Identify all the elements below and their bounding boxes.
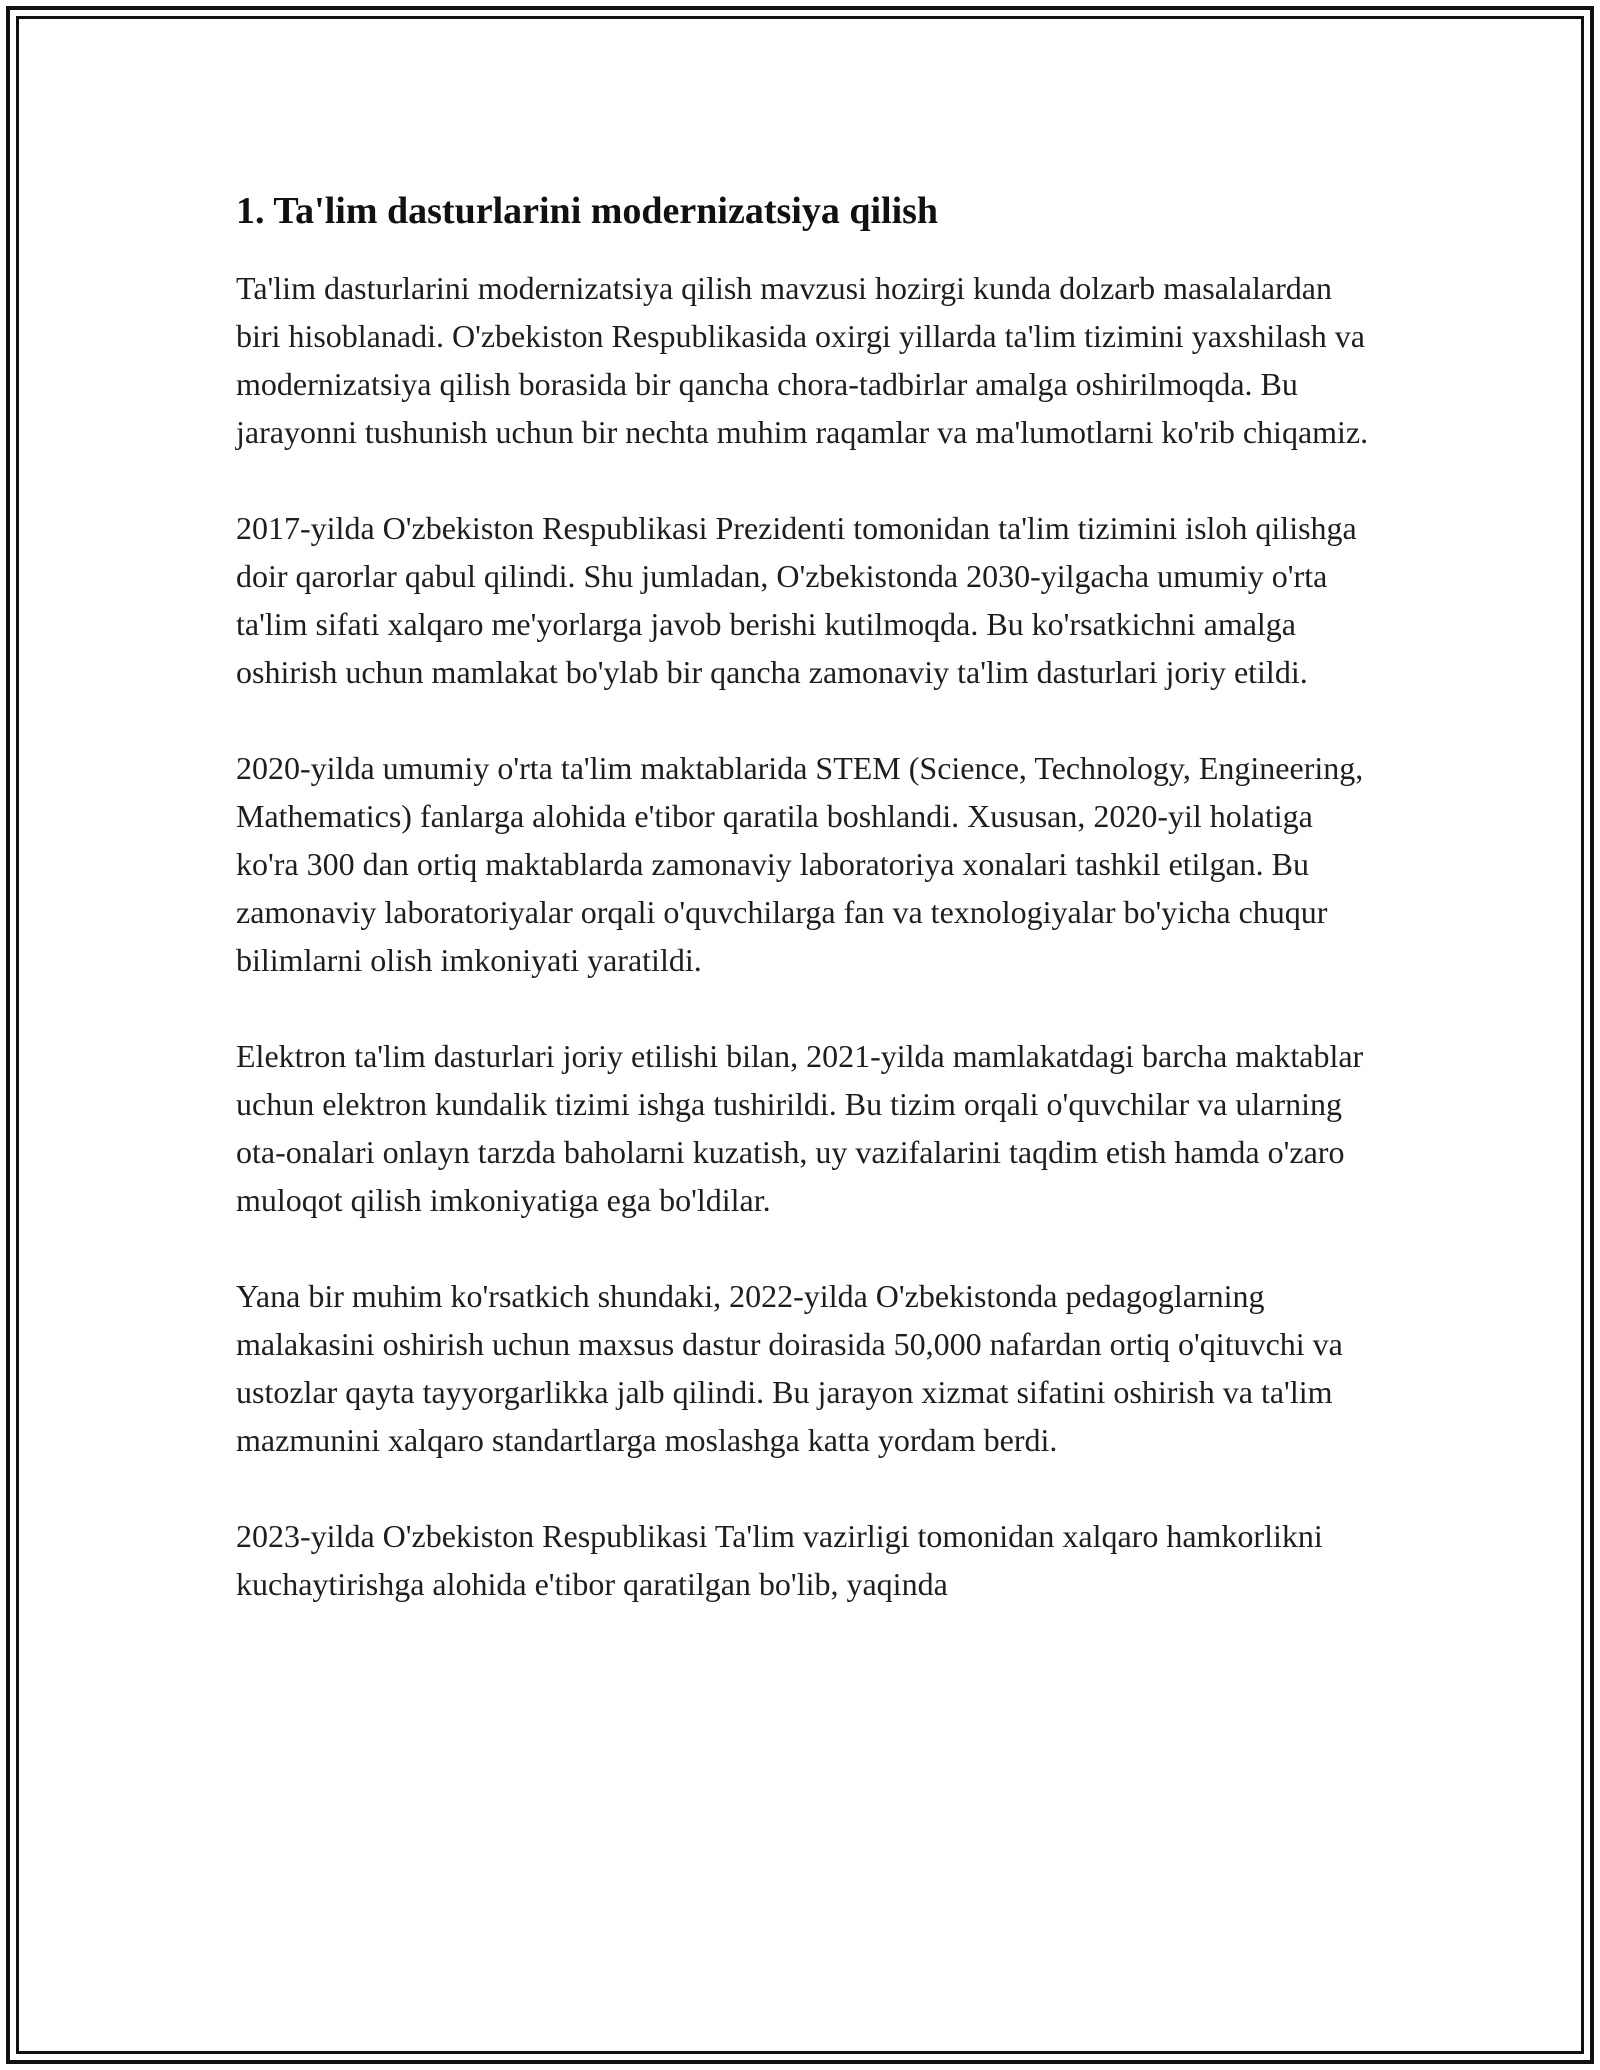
document-body — [236, 186, 1376, 1656]
paragraph-2017: 2017-yilda O'zbekiston Respublikasi Prezidenti tomonidan ta'lim tizimini isloh qilishga doir qarorlar qabul qilindi. Shu jumladan, O'zbekistonda 2030-yilgacha umumiy o'rta ta'lim sifati xalqaro me'yorlarga javob berishi kutilmoqda. Bu ko'rsatkichni amalga oshirish uchun mamlakat bo'ylab bir qancha zamonaviy ta'lim dasturlari joriy etildi. — [236, 510, 1357, 690]
paragraph-intro: Ta'lim dasturlarini modernizatsiya qilish mavzusi hozirgi kunda dolzarb masalalardan biri hisoblanadi. O'zbekiston Respublikasida oxirgi yillarda ta'lim tizimini yaxshilash va modernizatsiya qilish borasida bir qancha chora-tadbirlar amalga oshirilmoqda. Bu jarayonni tushunish uchun bir nechta muhim raqamlar va ma'lumotlarni ko'rib chiqamiz. — [236, 270, 1369, 450]
section-heading: 1. Ta'lim dasturlarini modernizatsiya qilish — [236, 190, 939, 232]
paragraph-2021: Elektron ta'lim dasturlari joriy etilishi bilan, 2021-yilda mamlakatdagi barcha maktablar uchun elektron kundalik tizimi ishga tushirildi. Bu tizim orqali o'quvchilar va ularning ota-onalari onlayn tarzda baholarni kuzatish, uy vazifalarini taqdim etish hamda o'zaro muloqot qilish imkoniyatiga ega bo'ldilar. — [236, 1038, 1364, 1218]
paragraph-2022: Yana bir muhim ko'rsatkich shundaki, 2022-yilda O'zbekistonda pedagoglarning malakasini oshirish uchun maxsus dastur doirasida 50,000 nafardan ortiq o'qituvchi va ustozlar qayta tayyorgarlikka jalb qilindi. Bu jarayon xizmat sifatini oshirish va ta'lim mazmunini xalqaro standartlarga moslashga katta yordam berdi. — [236, 1278, 1343, 1458]
paragraph-2023: 2023-yilda O'zbekiston Respublikasi Ta'lim vazirligi tomonidan xalqaro hamkorlikni kuchaytirishga alohida e'tibor qaratilgan bo'lib, yaqinda — [236, 1518, 1323, 1602]
paragraph-2020: 2020-yilda umumiy o'rta ta'lim maktablarida STEM (Science, Technology, Engineering, Mathematics) fanlarga alohida e'tibor qaratila boshlandi. Xususan, 2020-yil holatiga ko'ra 300 dan ortiq maktablarda zamonaviy laboratoriya xonalari tashkil etilgan. Bu zamonaviy laboratoriyalar orqali o'quvchilarga fan va texnologiyalar bo'yicha chuqur bilimlarni olish imkoniyati yaratildi. — [236, 750, 1364, 978]
